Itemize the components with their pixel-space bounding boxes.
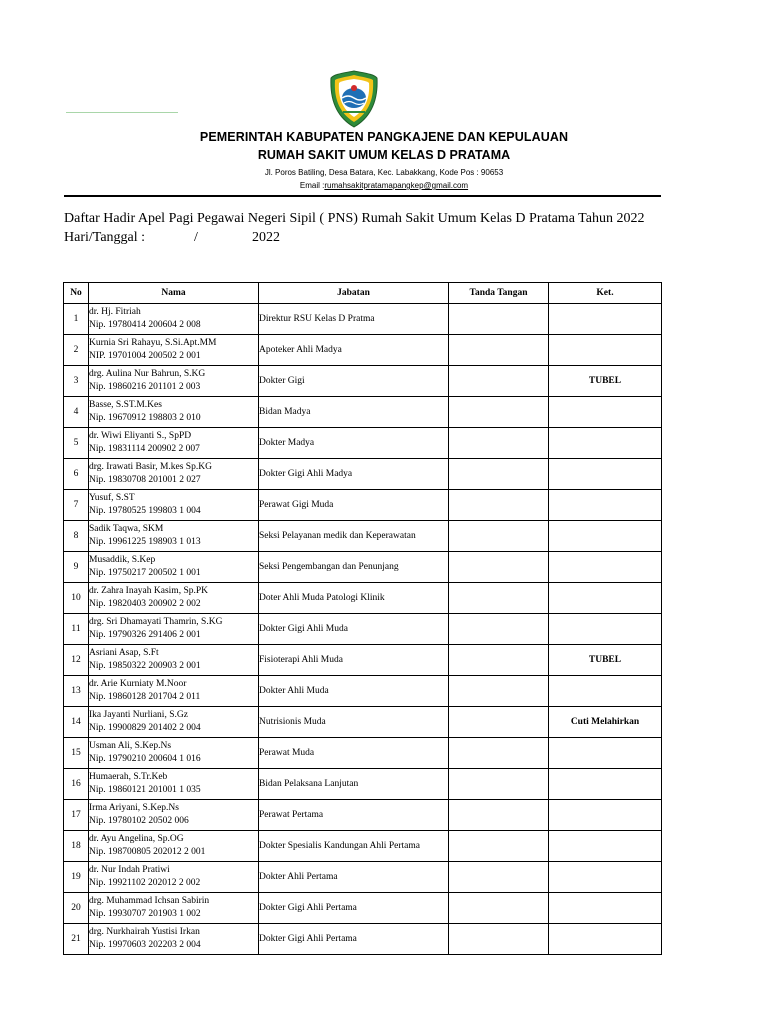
table-row (64, 645, 662, 676)
table-row (64, 769, 662, 800)
date-separator: / (194, 230, 198, 245)
employee-nip: Nip. 19831114 200902 2 007 (89, 444, 200, 454)
employee-name: drg. Nurkhairah Yustisi Irkan (89, 927, 200, 937)
remark-cell (549, 304, 662, 335)
employee-cell (89, 831, 259, 862)
table-row (64, 862, 662, 893)
row-number: 8 (64, 521, 89, 552)
employee-nip: Nip. 19750217 200502 1 001 (89, 568, 201, 578)
position-cell: Perawat Muda (259, 738, 449, 769)
signature-cell (449, 831, 549, 862)
regency-emblem-icon (329, 70, 379, 128)
remark-cell (549, 676, 662, 707)
position-cell: Dokter Spesialis Kandungan Ahli Pertama (259, 831, 449, 862)
employee-name: drg. Sri Dhamayati Thamrin, S.KG (89, 617, 223, 627)
employee-nip: Nip. 19961225 198903 1 013 (89, 537, 201, 547)
signature-cell (449, 397, 549, 428)
remark-cell (549, 521, 662, 552)
email-link[interactable]: rumahsakitpratamapangkep@gmail.com (324, 181, 469, 190)
position-cell: Seksi Pelayanan medik dan Keperawatan (259, 521, 449, 552)
row-number: 17 (64, 800, 89, 831)
employee-name: Ika Jayanti Nurliani, S.Gz (89, 710, 188, 720)
position-cell: Dokter Madya (259, 428, 449, 459)
employee-nip: Nip. 19780414 200604 2 008 (89, 320, 201, 330)
row-number: 18 (64, 831, 89, 862)
employee-name: dr. Hj. Fitriah (89, 307, 141, 317)
employee-nip: NIP. 19701004 200502 2 001 (89, 351, 201, 361)
table-row (64, 893, 662, 924)
table-row (64, 800, 662, 831)
header-ket: Ket. (549, 283, 662, 304)
remark-cell (549, 738, 662, 769)
signature-cell (449, 614, 549, 645)
letterhead-address: Jl. Poros Batiling, Desa Batara, Kec. Labakkang, Kode Pos : 90653 (264, 168, 504, 177)
position-cell: Perawat Gigi Muda (259, 490, 449, 521)
signature-cell (449, 893, 549, 924)
employee-nip: Nip. 19970603 202203 2 004 (89, 940, 201, 950)
position-cell: Dokter Ahli Muda (259, 676, 449, 707)
position-cell: Nutrisionis Muda (259, 707, 449, 738)
signature-cell (449, 583, 549, 614)
row-number: 21 (64, 924, 89, 955)
header-jabatan: Jabatan (259, 283, 449, 304)
position-cell: Dokter Gigi (259, 366, 449, 397)
signature-cell (449, 800, 549, 831)
position-cell: Apoteker Ahli Madya (259, 335, 449, 366)
row-number: 5 (64, 428, 89, 459)
employee-name: Sadik Taqwa, SKM (89, 524, 164, 534)
remark-cell (549, 800, 662, 831)
position-cell: Dokter Ahli Pertama (259, 862, 449, 893)
signature-cell (449, 366, 549, 397)
letterhead-government: PEMERINTAH KABUPATEN PANGKAJENE DAN KEPULAUAN (199, 130, 569, 144)
remark-cell (549, 428, 662, 459)
employee-nip: Nip. 19780525 199803 1 004 (89, 506, 201, 516)
employee-cell (89, 428, 259, 459)
signature-cell (449, 862, 549, 893)
signature-cell (449, 490, 549, 521)
employee-nip: Nip. 19860128 201704 2 011 (89, 692, 201, 702)
remark-cell (549, 769, 662, 800)
employee-nip: Nip. 19780102 20502 006 (89, 816, 189, 826)
employee-nip: Nip. 198700805 202012 2 001 (89, 847, 206, 857)
employee-name: Basse, S.ST.M.Kes (89, 400, 162, 410)
table-row (64, 366, 662, 397)
employee-nip: Nip. 19790210 200604 1 016 (89, 754, 201, 764)
table-row (64, 490, 662, 521)
employee-cell (89, 800, 259, 831)
employee-name: dr. Arie Kurniaty M.Noor (89, 679, 187, 689)
employee-name: drg. Muhammad Ichsan Sabirin (89, 896, 210, 906)
employee-cell (89, 552, 259, 583)
employee-cell (89, 738, 259, 769)
employee-cell (89, 459, 259, 490)
row-number: 9 (64, 552, 89, 583)
header-no: No (64, 283, 89, 304)
table-row (64, 676, 662, 707)
row-number: 14 (64, 707, 89, 738)
employee-nip: Nip. 19860216 201101 2 003 (89, 382, 201, 392)
employee-cell (89, 645, 259, 676)
remark-cell (549, 614, 662, 645)
table-row (64, 397, 662, 428)
employee-cell (89, 893, 259, 924)
row-number: 3 (64, 366, 89, 397)
employee-cell (89, 769, 259, 800)
table-row (64, 831, 662, 862)
position-cell: Bidan Madya (259, 397, 449, 428)
position-cell: Doter Ahli Muda Patologi Klinik (259, 583, 449, 614)
position-cell: Dokter Gigi Ahli Pertama (259, 924, 449, 955)
signature-cell (449, 428, 549, 459)
date-year: 2022 (252, 230, 280, 245)
row-number: 1 (64, 304, 89, 335)
employee-name: Yusuf, S.ST (89, 493, 135, 503)
employee-nip: Nip. 19860121 201001 1 035 (89, 785, 201, 795)
employee-name: dr. Nur Indah Pratiwi (89, 865, 170, 875)
signature-cell (449, 335, 549, 366)
row-number: 15 (64, 738, 89, 769)
position-cell: Dokter Gigi Ahli Madya (259, 459, 449, 490)
remark-cell: Cuti Melahirkan (549, 707, 662, 738)
employee-name: Kurnia Sri Rahayu, S.Si.Apt.MM (89, 338, 217, 348)
remark-cell (549, 552, 662, 583)
employee-cell (89, 335, 259, 366)
employee-nip: Nip. 19790326 291406 2 001 (89, 630, 201, 640)
signature-cell (449, 459, 549, 490)
signature-cell (449, 304, 549, 335)
remark-cell: TUBEL (549, 645, 662, 676)
date-line (64, 229, 464, 247)
employee-name: drg. Aulina Nur Bahrun, S.KG (89, 369, 206, 379)
row-number: 11 (64, 614, 89, 645)
employee-cell (89, 583, 259, 614)
employee-cell (89, 862, 259, 893)
position-cell: Perawat Pertama (259, 800, 449, 831)
date-label: Hari/Tanggal : (64, 230, 146, 245)
table-row (64, 738, 662, 769)
signature-cell (449, 924, 549, 955)
row-number: 2 (64, 335, 89, 366)
row-number: 10 (64, 583, 89, 614)
employee-cell (89, 521, 259, 552)
employee-nip: Nip. 19820403 200902 2 002 (89, 599, 201, 609)
employee-name: Usman Ali, S.Kep.Ns (89, 741, 172, 751)
row-number: 4 (64, 397, 89, 428)
position-cell: Bidan Pelaksana Lanjutan (259, 769, 449, 800)
position-cell: Direktur RSU Kelas D Pratma (259, 304, 449, 335)
scan-artifact-line (66, 112, 178, 113)
employee-cell (89, 304, 259, 335)
remark-cell: TUBEL (549, 366, 662, 397)
table-row (64, 304, 662, 335)
remark-cell (549, 459, 662, 490)
remark-cell (549, 583, 662, 614)
employee-nip: Nip. 19670912 198803 2 010 (89, 413, 201, 423)
table-row (64, 614, 662, 645)
employee-name: Irma Ariyani, S.Kep.Ns (89, 803, 179, 813)
signature-cell (449, 769, 549, 800)
employee-cell (89, 490, 259, 521)
table-row (64, 924, 662, 955)
remark-cell (549, 335, 662, 366)
row-number: 20 (64, 893, 89, 924)
position-cell: Seksi Pengembangan dan Penunjang (259, 552, 449, 583)
employee-cell (89, 366, 259, 397)
signature-cell (449, 676, 549, 707)
signature-cell (449, 521, 549, 552)
letterhead-hospital: RUMAH SAKIT UMUM KELAS D PRATAMA (257, 148, 511, 162)
header-nama: Nama (89, 283, 259, 304)
row-number: 7 (64, 490, 89, 521)
remark-cell (549, 924, 662, 955)
position-cell: Dokter Gigi Ahli Muda (259, 614, 449, 645)
document-title: Daftar Hadir Apel Pagi Pegawai Negeri Sipil ( PNS) Rumah Sakit Umum Kelas D Pratama Tahun 2022 (64, 211, 645, 226)
employee-nip: Nip. 19930707 201903 1 002 (89, 909, 201, 919)
employee-name: drg. Irawati Basir, M.kes Sp.KG (89, 462, 212, 472)
email-label: Email : (299, 181, 325, 190)
letterhead-divider (64, 195, 661, 197)
employee-nip: Nip. 19900829 201402 2 004 (89, 723, 201, 733)
position-cell: Fisioterapi Ahli Muda (259, 645, 449, 676)
table-row (64, 552, 662, 583)
employee-name: Musaddik, S.Kep (89, 555, 156, 565)
remark-cell (549, 397, 662, 428)
header-tanda-tangan: Tanda Tangan (449, 283, 549, 304)
table-row (64, 335, 662, 366)
table-row (64, 707, 662, 738)
signature-cell (449, 738, 549, 769)
employee-cell (89, 676, 259, 707)
letterhead-email-line (0, 180, 768, 192)
attendance-table (63, 282, 662, 955)
row-number: 16 (64, 769, 89, 800)
employee-nip: Nip. 19850322 200903 2 001 (89, 661, 201, 671)
table-row (64, 521, 662, 552)
letterhead (0, 128, 768, 192)
row-number: 19 (64, 862, 89, 893)
table-row (64, 459, 662, 490)
employee-nip: Nip. 19830708 201001 2 027 (89, 475, 201, 485)
remark-cell (549, 490, 662, 521)
table-row (64, 583, 662, 614)
row-number: 13 (64, 676, 89, 707)
employee-name: Asriani Asap, S.Ft (89, 648, 159, 658)
employee-name: Humaerah, S.Tr.Keb (89, 772, 168, 782)
employee-cell (89, 707, 259, 738)
table-header-row (64, 283, 662, 304)
remark-cell (549, 831, 662, 862)
remark-cell (549, 862, 662, 893)
employee-name: dr. Ayu Angelina, Sp.OG (89, 834, 184, 844)
table-row (64, 428, 662, 459)
employee-cell (89, 614, 259, 645)
signature-cell (449, 645, 549, 676)
signature-cell (449, 707, 549, 738)
signature-cell (449, 552, 549, 583)
employee-name: dr. Wiwi Eliyanti S., SpPD (89, 431, 192, 441)
employee-cell (89, 397, 259, 428)
employee-name: dr. Zahra Inayah Kasim, Sp.PK (89, 586, 208, 596)
remark-cell (549, 893, 662, 924)
row-number: 6 (64, 459, 89, 490)
employee-nip: Nip. 19921102 202012 2 002 (89, 878, 201, 888)
employee-cell (89, 924, 259, 955)
position-cell: Dokter Gigi Ahli Pertama (259, 893, 449, 924)
row-number: 12 (64, 645, 89, 676)
